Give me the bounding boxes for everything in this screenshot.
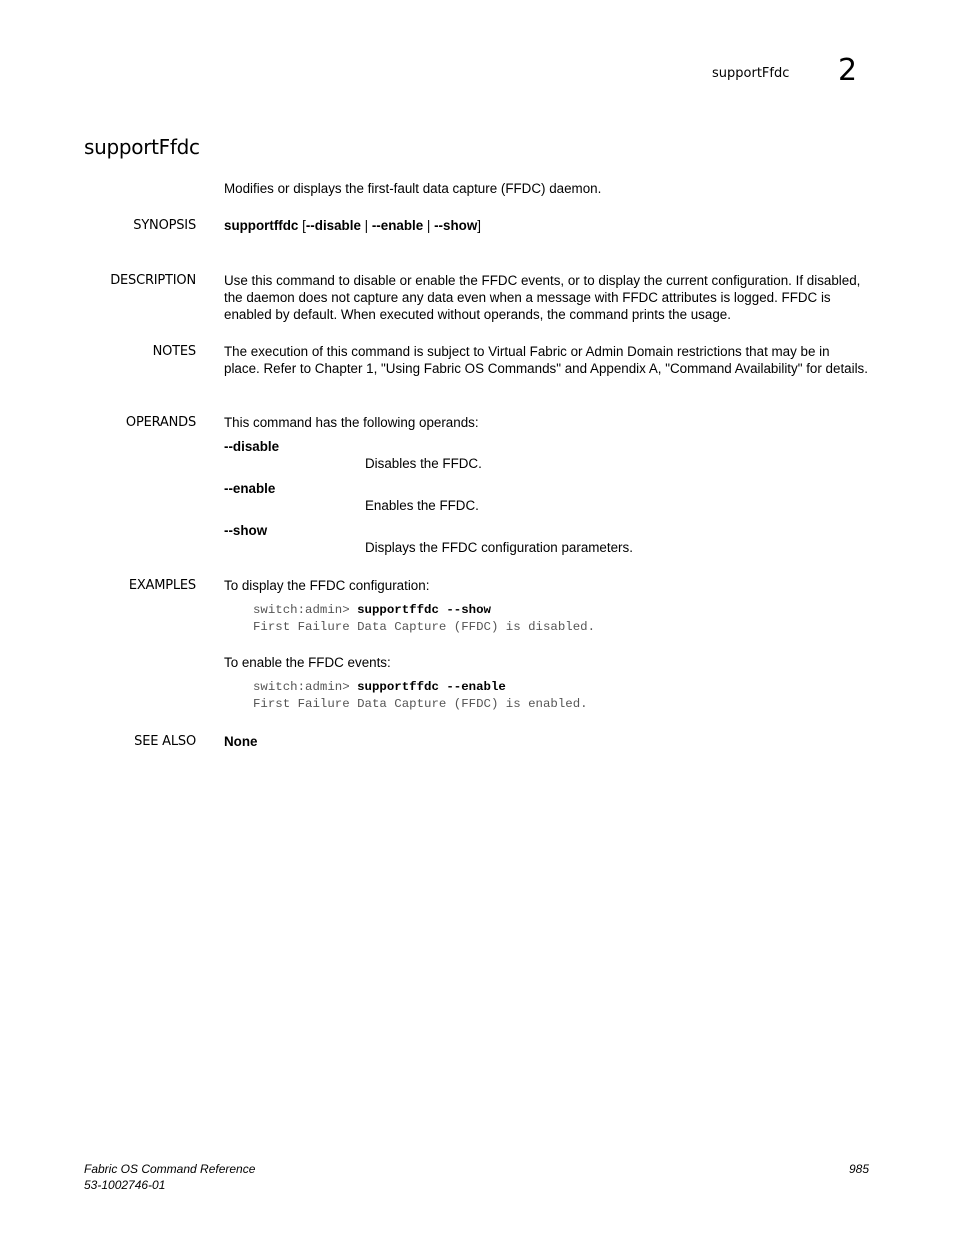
code-command: supportffdc --enable bbox=[357, 680, 506, 694]
operands-label: OPERANDS bbox=[125, 415, 196, 430]
synopsis-separator: | bbox=[360, 218, 372, 233]
footer-page-number: 985 bbox=[849, 1162, 870, 1176]
synopsis-command: supportffdc bbox=[224, 218, 299, 233]
synopsis-close-bracket: ] bbox=[477, 218, 481, 233]
code-prompt: switch:admin> bbox=[253, 680, 358, 694]
notes-text: The execution of this command is subject to Virtual Fabric or Admin Domain restrictions that may be in place. Refer to Chapter 1, "Using Fabric OS Commands" and Appendix A, "Command Availability" for details. bbox=[224, 344, 868, 376]
example-code-block bbox=[253, 679, 588, 712]
code-output: First Failure Data Capture (FFDC) is enabled. bbox=[253, 696, 588, 711]
description-label: DESCRIPTION bbox=[110, 273, 196, 288]
chapter-number: 2 bbox=[838, 53, 858, 88]
see-also-label: SEE ALSO bbox=[134, 734, 196, 749]
notes-label: NOTES bbox=[152, 344, 196, 359]
example-intro: To display the FFDC configuration: bbox=[224, 578, 430, 593]
operand-name: --show bbox=[224, 523, 268, 538]
see-also-text: None bbox=[224, 734, 258, 749]
operands-intro: This command has the following operands: bbox=[224, 415, 479, 430]
page-title: supportFfdc bbox=[84, 135, 200, 159]
operand-description: Displays the FFDC configuration parameters. bbox=[365, 540, 633, 555]
example-code-block bbox=[253, 602, 595, 635]
description-text: Use this command to disable or enable the FFDC events, or to display the current configuration. If disabled, the daemon does not capture any data even when a message with FFDC attributes is logged. FFDC is enabled by default. When executed without operands, the command prints the usage. bbox=[224, 273, 861, 322]
footer-doc-number: 53-1002746-01 bbox=[84, 1178, 166, 1192]
operand-description: Disables the FFDC. bbox=[365, 456, 482, 471]
footer-book-title: Fabric OS Command Reference bbox=[84, 1162, 256, 1176]
synopsis-label: SYNOPSIS bbox=[133, 218, 196, 233]
synopsis-option-show: --show bbox=[434, 218, 478, 233]
synopsis-text bbox=[224, 217, 869, 234]
example-intro: To enable the FFDC events: bbox=[224, 655, 391, 670]
synopsis-option-disable: --disable bbox=[305, 218, 361, 233]
running-header-title: supportFfdc bbox=[712, 66, 790, 81]
operand-name: --disable bbox=[224, 439, 280, 454]
examples-label: EXAMPLES bbox=[128, 578, 196, 593]
code-output: First Failure Data Capture (FFDC) is disabled. bbox=[253, 619, 596, 634]
synopsis-option-enable: --enable bbox=[371, 218, 424, 233]
command-summary: Modifies or displays the first-fault data capture (FFDC) daemon. bbox=[224, 181, 602, 196]
operand-description: Enables the FFDC. bbox=[365, 498, 479, 513]
synopsis-separator: | bbox=[423, 218, 435, 233]
synopsis-open-bracket: [ bbox=[298, 218, 306, 233]
code-prompt: switch:admin> bbox=[253, 603, 358, 617]
code-command: supportffdc --show bbox=[357, 603, 491, 617]
operand-name: --enable bbox=[224, 481, 276, 496]
